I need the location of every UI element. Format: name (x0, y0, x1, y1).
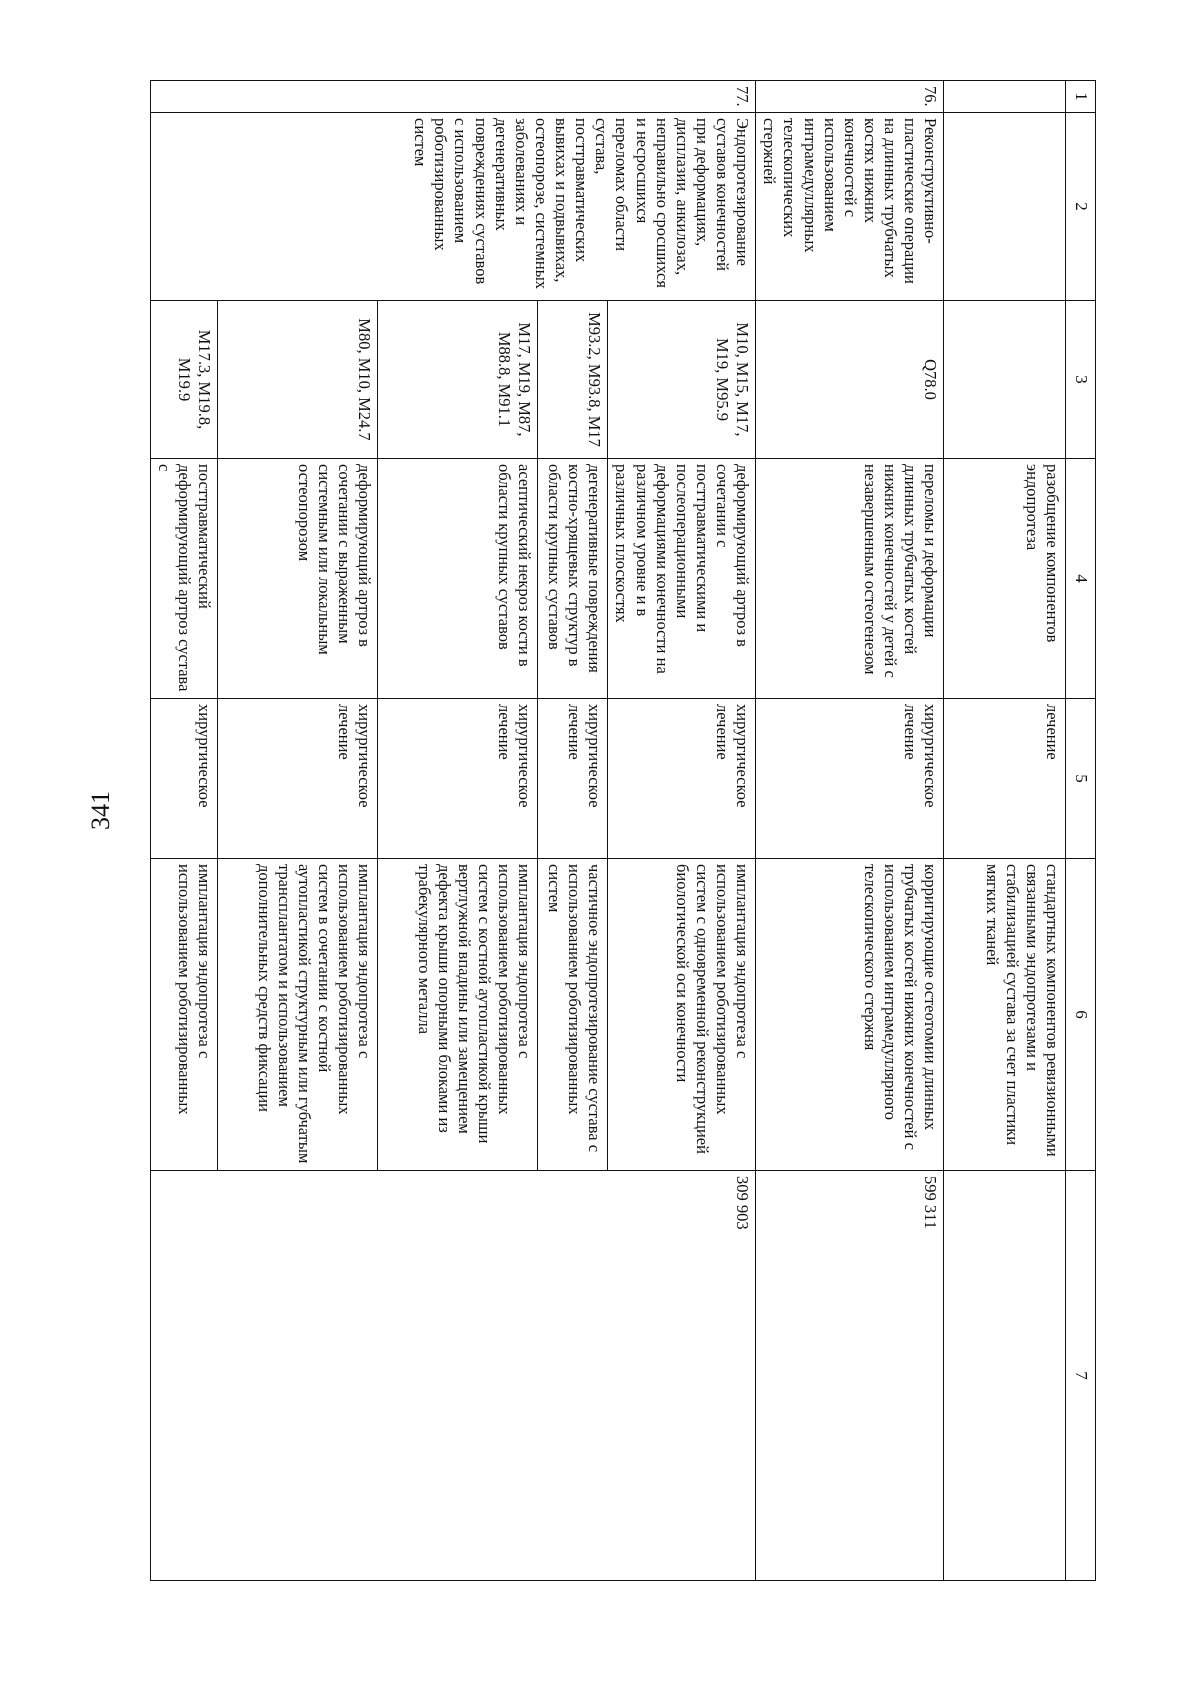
column-header: 6 (1066, 859, 1096, 1171)
column-header: 5 (1066, 699, 1096, 859)
column-number-header-row (1066, 81, 1096, 1581)
treatment-method-cell: имплантация эндопротеза с использованием роботизированных систем в сочетании с костной аутопластикой структурным или губчатым трансплантатом и использованием дополнительных средств фиксации (218, 859, 378, 1171)
treatment-type-cell: хирургическое лечение (608, 699, 756, 859)
row-number-cell: 77. (150, 81, 755, 113)
patient-model-cell: переломы и деформации длинных трубчатых костей нижних конечностей у детей с незавершенным остеогенезом (756, 459, 944, 699)
treatment-method-cell: корригирующие остеотомии длинных трубчатых костей нижних конечностей с использованием интрамедуллярного телескопического стержня (756, 859, 944, 1171)
column-header: 1 (1066, 81, 1096, 113)
patient-model-cell: дегенеративные повреждения костно-хрящевых структур в области крупных суставов (538, 459, 608, 699)
treatment-method-cell: стандартных компонентов ревизионными связанными эндопротезами и стабилизацией сустава за счет пластики мягких тканей (944, 859, 1066, 1171)
icd-codes-cell: M10, M15, M17, M19, M95.9 (608, 301, 756, 459)
patient-model-cell: посттравматический деформирующий артроз сустава с (150, 459, 217, 699)
icd-codes-cell (944, 301, 1066, 459)
patient-model-cell: асептический некроз кости в области крупных суставов (378, 459, 538, 699)
icd-codes-cell: M93.2, M93.8, M17 (538, 301, 608, 459)
column-header: 7 (1066, 1171, 1096, 1581)
table-row-77 (608, 81, 756, 1581)
treatment-type-cell: лечение (944, 699, 1066, 859)
icd-codes-cell: M80, M10, M24.7 (218, 301, 378, 459)
medical-care-table (150, 80, 1096, 1581)
treatment-method-cell: имплантация эндопротеза с использованием роботизированных систем с одновременной реконструкцией биологической оси конечности (608, 859, 756, 1171)
care-type-cell: Эндопротезирование суставов конечностей при деформациях, дисплазии, анкилозах, неправильно сросшихся и несросшихся переломах области сустава, посттравматических вывихах и подвывихах, остеопорозе, системных заболеваниях и дегенеративных повреждениях суставов с использованием роботизированных систем (150, 113, 755, 301)
icd-codes-cell: M17, M19, M87, M88.8, M91.1 (378, 301, 538, 459)
patient-model-cell: деформирующий артроз в сочетании с выраженным системным или локальным остеопорозом (218, 459, 378, 699)
treatment-type-cell: хирургическое лечение (218, 699, 378, 859)
row-number-cell (944, 81, 1066, 113)
row-number-cell: 76. (756, 81, 944, 113)
patient-model-cell: разобщение компонентов эндопротеза (944, 459, 1066, 699)
care-type-cell (944, 113, 1066, 301)
cost-norm-cell: 599 311 (756, 1171, 944, 1581)
treatment-method-cell: имплантация эндопротеза с использованием роботизированных систем с костной аутопластикой крыши вертлужной впадины или замещением дефекта крыши опорными блоками из трабекулярного металла (378, 859, 538, 1171)
table-row-76 (756, 81, 944, 1581)
treatment-type-cell: хирургическое лечение (538, 699, 608, 859)
icd-codes-cell: M17.3, M19.8, M19.9 (150, 301, 217, 459)
treatment-method-cell: частичное эндопротезирование сустава с использованием роботизированных систем (538, 859, 608, 1171)
patient-model-cell: деформирующий артроз в сочетании с посттравматическими и послеоперационными деформациями конечности на различном уровне и в различных плоскостях (608, 459, 756, 699)
document-table-container (126, 80, 1096, 1580)
icd-codes-cell: Q78.0 (756, 301, 944, 459)
care-type-cell: Реконструктивно-пластические операции на длинных трубчатых костях нижних конечностей с использованием интрамедуллярных телескопических стержней (756, 113, 944, 301)
treatment-type-cell: хирургическое лечение (756, 699, 944, 859)
column-header: 4 (1066, 459, 1096, 699)
table-row-continuation (944, 81, 1066, 1581)
treatment-method-cell: имплантация эндопротеза с использованием роботизированных (150, 859, 217, 1171)
column-header: 2 (1066, 113, 1096, 301)
treatment-type-cell: хирургическое лечение (378, 699, 538, 859)
page-number: 341 (86, 791, 115, 830)
cost-norm-cell (944, 1171, 1066, 1581)
column-header: 3 (1066, 301, 1096, 459)
cost-norm-cell: 309 903 (150, 1171, 755, 1581)
treatment-type-cell: хирургическое (150, 699, 217, 859)
